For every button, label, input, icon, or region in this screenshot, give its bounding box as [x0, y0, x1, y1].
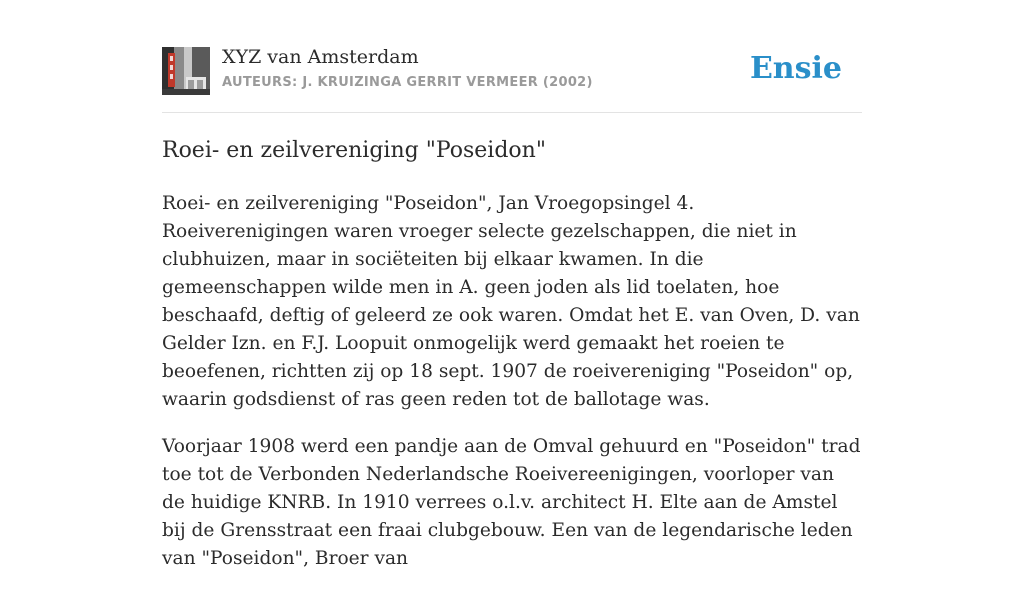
entry-paragraph: Voorjaar 1908 werd een pandje aan de Omval gehuurd en "Poseidon" trad toe tot de Verbonden Nederlandsche Roeivereenigingen, voorloper van de huidige KNRB. In 1910 verrees o.l.v. architect H. Elte aan de Amstel bij de Grensstraat een fraai clubgebouw. Een van de legendarische leden van "Poseidon", Broer van — [162, 436, 861, 569]
entry-paragraph: Roei- en zeilvereniging "Poseidon", Jan Vroegopsingel 4. Roeiverenigingen waren vroeger selecte gezelschappen, die niet in clubhuizen, maar in sociëteiten bij elkaar kwamen. In die gemeenschappen wilde men in A. geen joden als lid toelaten, hoe beschaafd, deftig of geleerd ze ook waren. Omdat het E. van Oven, D. van Gelder Izn. en F.J. Loopuit onmogelijk werd gemaakt het roeien te beoefenen, richtten zij op 18 sept. 1907 de roeivereniging "Poseidon" op, waarin godsdienst of ras geen reden tot de ballotage was. — [162, 193, 860, 410]
book-cover-thumbnail-icon[interactable] — [162, 47, 210, 95]
entry-title: Roei- en zeilvereniging "Poseidon" — [162, 138, 546, 163]
content-column — [162, 0, 862, 569]
ensie-logo-link[interactable]: Ensie — [749, 51, 842, 86]
entry-body — [162, 190, 862, 592]
authors-line: AUTEURS: J. KRUIZINGA GERRIT VERMEER (2002) — [222, 75, 593, 90]
book-header — [162, 0, 862, 113]
book-title[interactable]: XYZ van Amsterdam — [222, 46, 419, 68]
